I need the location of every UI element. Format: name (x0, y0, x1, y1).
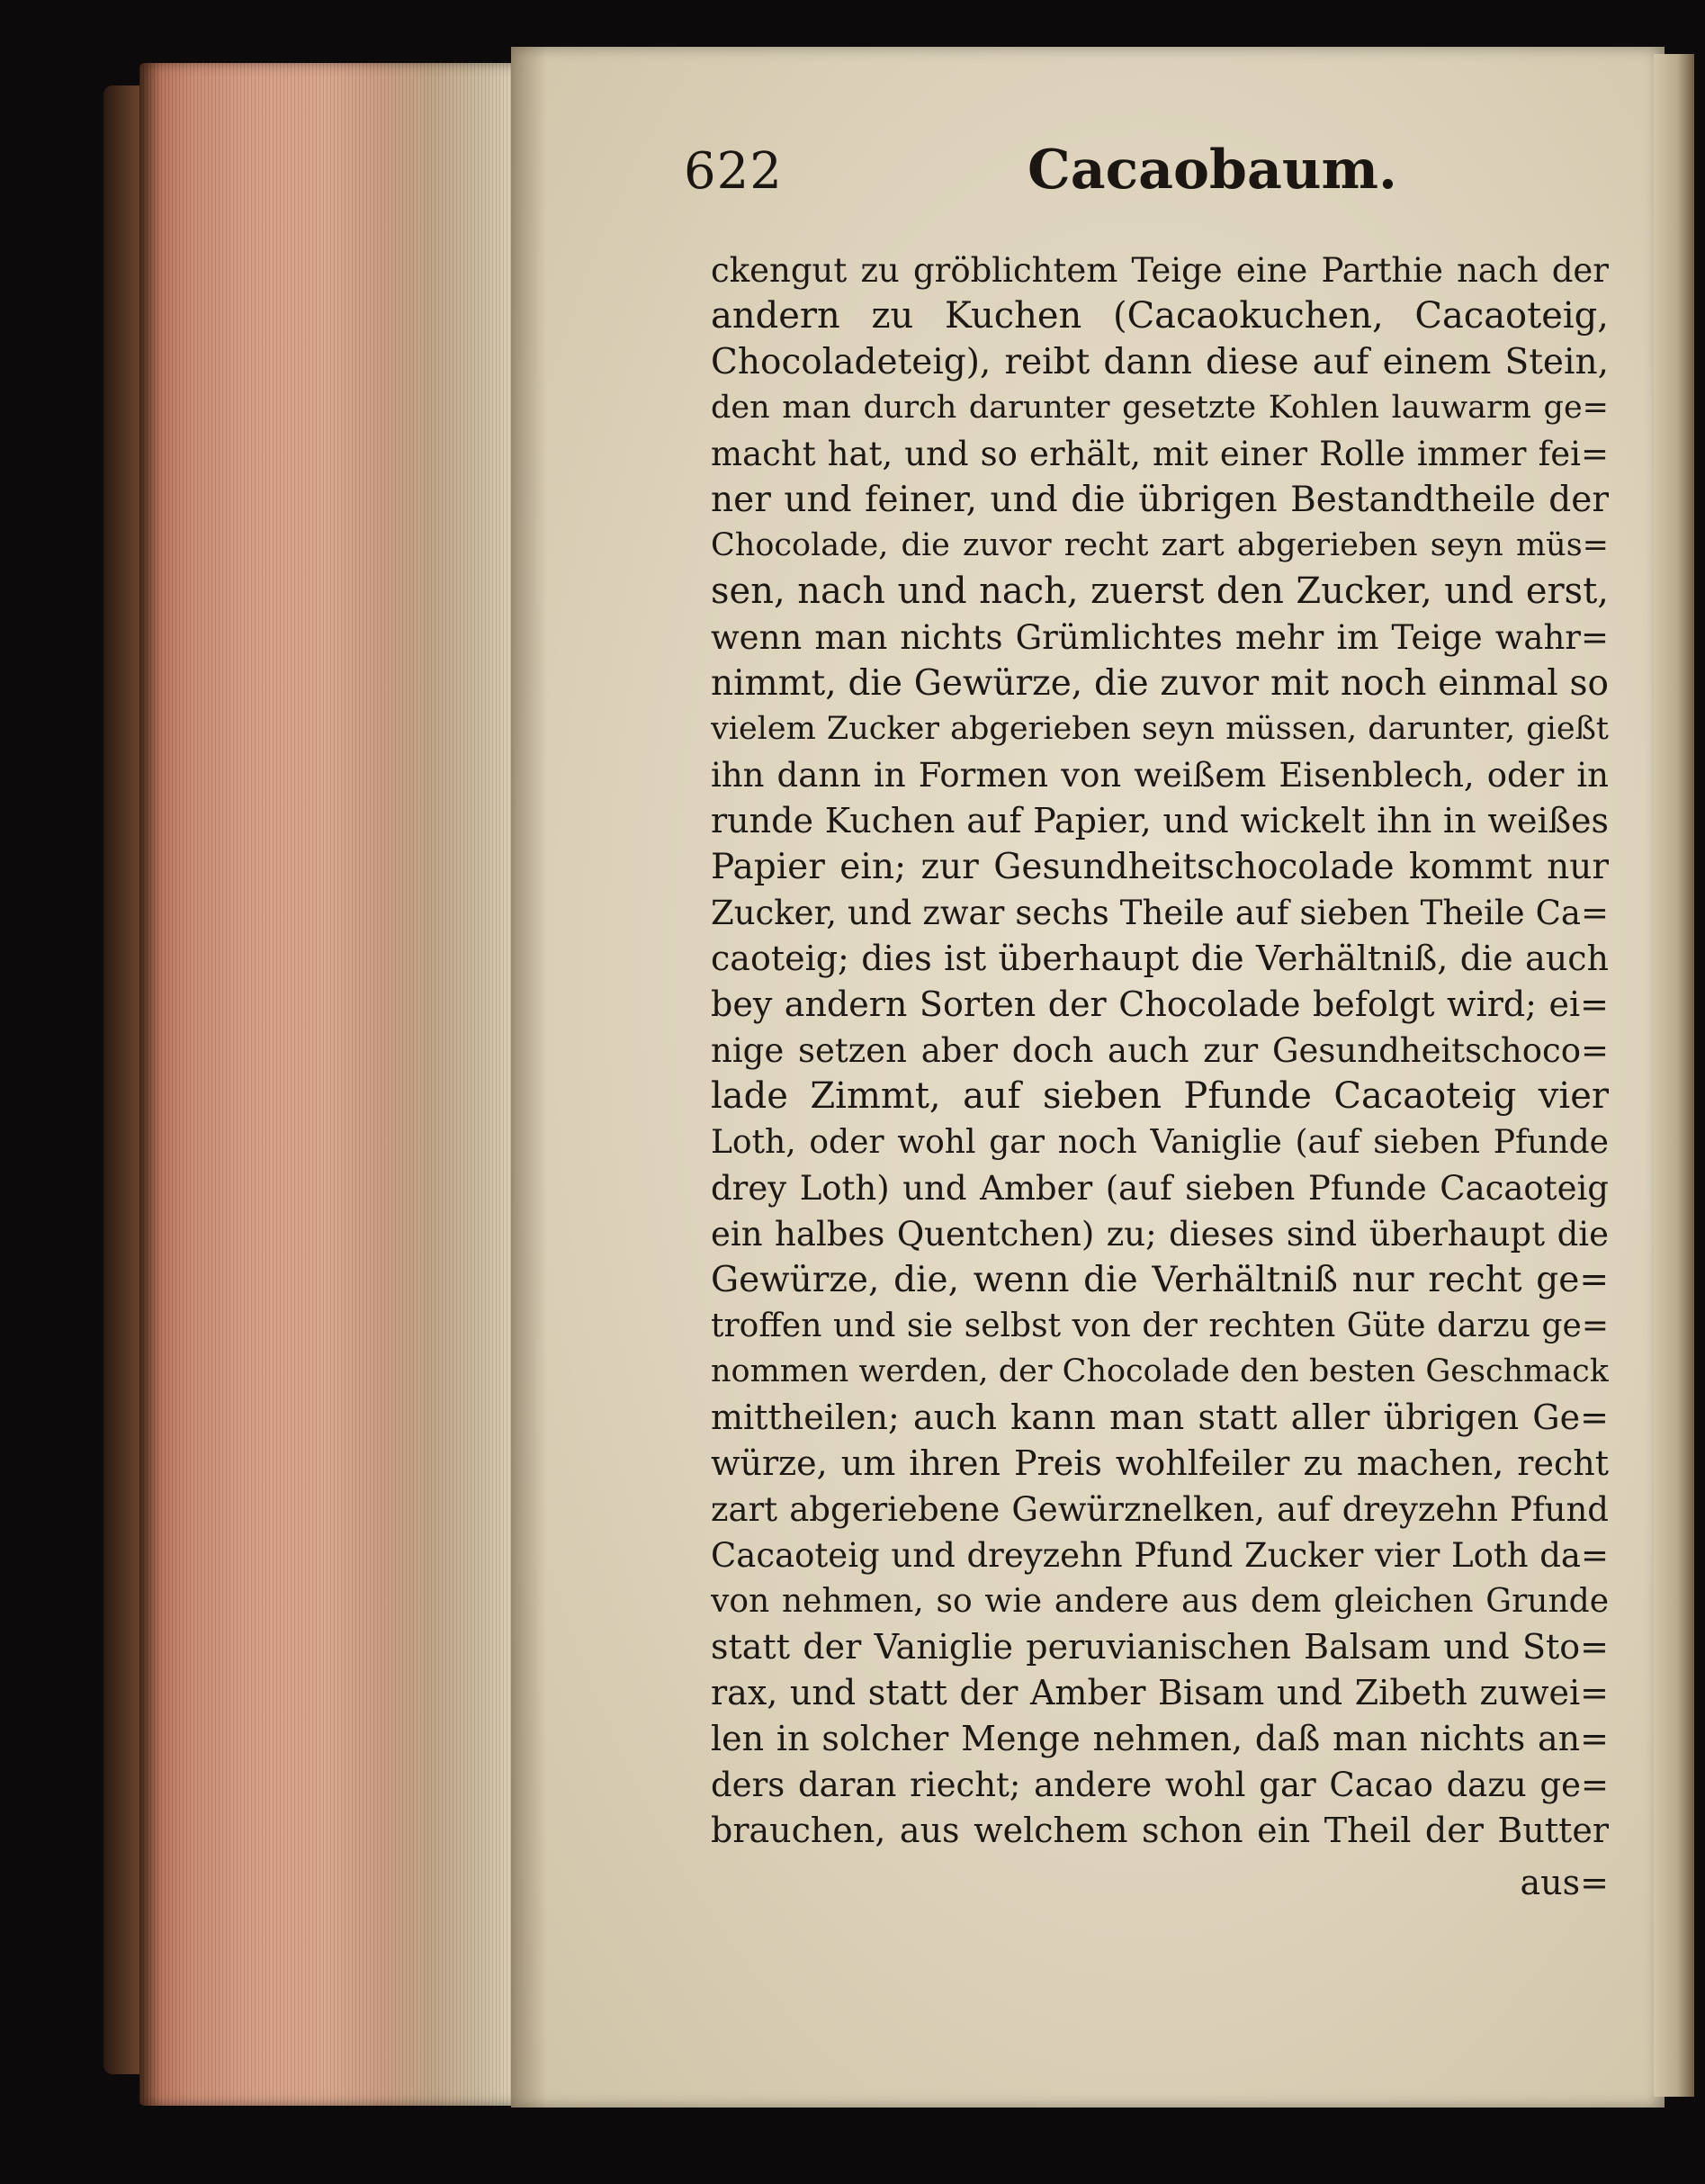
text-line: vielem Zucker abgerieben seyn müssen, darunter, gießt (711, 711, 1609, 747)
page-number: 622 (684, 142, 783, 201)
text-line: Chocoladeteig), reibt dann diese auf einem Stein, (711, 342, 1609, 382)
text-line: ihn dann in Formen von weißem Eisenblech, oder in (711, 756, 1609, 795)
page-right-edge (1654, 54, 1694, 2097)
text-line: von nehmen, so wie andere aus dem gleichen Grunde (711, 1583, 1609, 1620)
text-line: bey andern Sorten der Chocolade befolgt wird; ei= (711, 984, 1609, 1024)
text-line: würze, um ihren Preis wohlfeiler zu machen, recht (711, 1443, 1609, 1483)
text-line: Gewürze, die, wenn die Verhältniß nur recht ge= (711, 1260, 1609, 1300)
text-line: runde Kuchen auf Papier, und wickelt ihn in weißes (711, 801, 1609, 840)
running-head: Cacaobaum. (1027, 139, 1397, 202)
text-line: sen, nach und nach, zuerst den Zucker, und erst, (711, 571, 1609, 612)
text-line: len in solcher Menge nehmen, daß man nichts an= (711, 1719, 1609, 1758)
catchword: aus= (1520, 1863, 1609, 1902)
text-line: Zucker, und zwar sechs Theile auf sieben Theile Ca= (711, 894, 1609, 932)
text-line: rax, und statt der Amber Bisam und Zibeth zuwei= (711, 1673, 1609, 1712)
text-line: zart abgeriebene Gewürznelken, auf dreyzehn Pfund (711, 1490, 1609, 1529)
text-line: andern zu Kuchen (Cacaokuchen, Cacaoteig, (711, 295, 1609, 337)
text-line: lade Zimmt, auf sieben Pfunde Cacaoteig vier (711, 1075, 1609, 1117)
page-header (684, 135, 1494, 216)
text-line: nige setzen aber doch auch zur Gesundheitschoco= (711, 1031, 1609, 1070)
text-line: ein halbes Quentchen) zu; dieses sind überhaupt die (711, 1215, 1609, 1254)
text-line: caoteig; dies ist überhaupt die Verhältniß, die auch (711, 939, 1609, 978)
text-line: macht hat, und so erhält, mit einer Rolle immer fei= (711, 435, 1609, 473)
text-line: Chocolade, die zuvor recht zart abgerieben seyn müs= (711, 527, 1609, 563)
text-line: Cacaoteig und dreyzehn Pfund Zucker vier Loth da= (711, 1536, 1609, 1575)
text-line: mittheilen; auch kann man statt aller übrigen Ge= (711, 1398, 1609, 1437)
text-line: ner und feiner, und die übrigen Bestandtheile der (711, 480, 1609, 520)
text-line: Loth, oder wohl gar noch Vaniglie (auf sieben Pfunde (711, 1124, 1609, 1161)
page-gutter-shadow (511, 47, 547, 2108)
text-line: ckengut zu gröblichtem Teige eine Parthie nach der (711, 251, 1609, 290)
text-line: brauchen, aus welchem schon ein Theil der Butter (711, 1811, 1609, 1850)
text-line: drey Loth) und Amber (auf sieben Pfunde Cacaoteig (711, 1169, 1609, 1208)
text-line: troffen und sie selbst von der rechten Güte darzu ge= (711, 1308, 1609, 1344)
page-block-edges (139, 63, 526, 2106)
text-line: nimmt, die Gewürze, die zuvor mit noch einmal so (711, 663, 1609, 704)
text-line: nommen werden, der Chocolade den besten Geschmack (711, 1353, 1609, 1389)
body-text (711, 247, 1609, 1854)
text-line: wenn man nichts Grümlichtes mehr im Teige wahr= (711, 618, 1609, 657)
text-line: Papier ein; zur Gesundheitschocolade kommt nur (711, 847, 1609, 887)
text-line: statt der Vaniglie peruvianischen Balsam und Sto= (711, 1627, 1609, 1667)
text-line: den man durch darunter gesetzte Kohlen lauwarm ge= (711, 390, 1609, 426)
text-line: ders daran riecht; andere wohl gar Cacao dazu ge= (711, 1766, 1609, 1804)
